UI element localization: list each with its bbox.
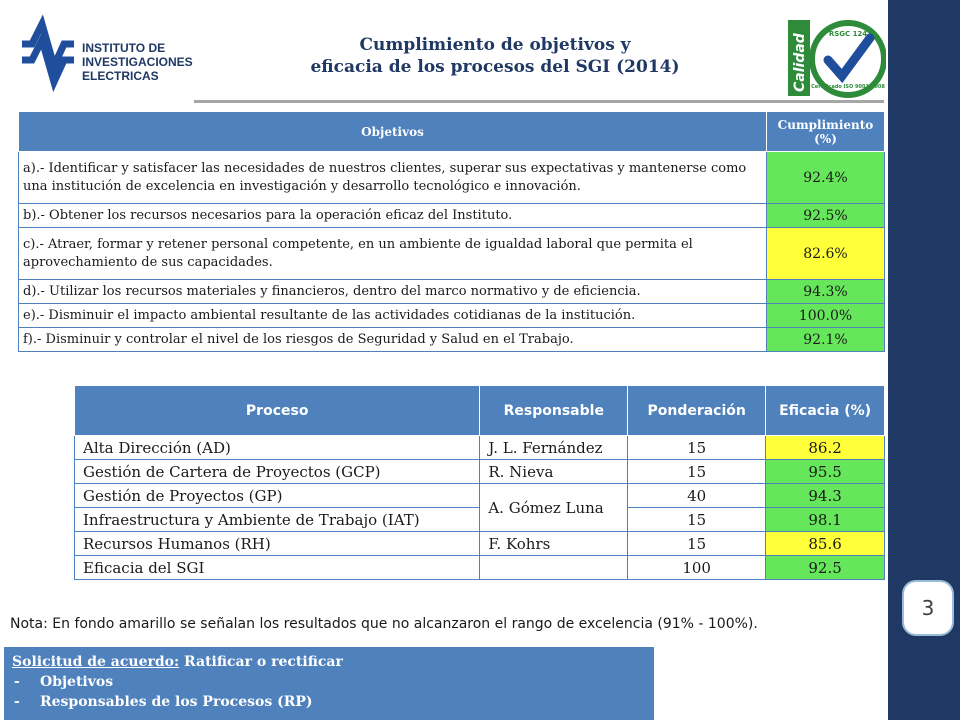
logo-text-1: INSTITUTO DE — [82, 41, 166, 55]
list-item: - Responsables de los Procesos (RP) — [12, 692, 654, 712]
col-ponderacion: Ponderación — [628, 386, 766, 436]
eficacia-cell: 92.5 — [766, 556, 885, 580]
ponderacion-cell: 15 — [628, 508, 766, 532]
request-label: Solicitud de acuerdo: — [12, 654, 180, 670]
eficacia-cell: 85.6 — [766, 532, 885, 556]
proceso-cell: Infraestructura y Ambiente de Trabajo (IAT) — [75, 508, 480, 532]
table-row — [75, 556, 885, 580]
table-row — [19, 304, 885, 328]
table-row — [75, 508, 885, 532]
cert-side-text: Calidad — [792, 33, 808, 92]
objective-text: a).- Identificar y satisfacer las necesidades de nuestros clientes, superar sus expectativas y mantenerse como una institución de excelencia en investigación y desarrollo tecnológico e innovación. — [19, 152, 767, 204]
table-row — [19, 328, 885, 352]
responsable-cell: J. L. Fernández — [480, 436, 628, 460]
cumplimiento-value: 92.4% — [767, 152, 885, 204]
title-line-2: eficacia de los procesos del SGI (2014) — [310, 57, 680, 77]
header-divider — [194, 100, 884, 103]
col-eficacia: Eficacia (%) — [766, 386, 885, 436]
ponderacion-cell: 100 — [628, 556, 766, 580]
ponderacion-cell: 15 — [628, 436, 766, 460]
responsable-cell: A. Gómez Luna — [480, 484, 628, 532]
responsable-cell: R. Nieva — [480, 460, 628, 484]
logo-text-3: ELECTRICAS — [82, 69, 159, 83]
eficacia-cell: 98.1 — [766, 508, 885, 532]
cert-top-text: RSGC 124 — [828, 30, 868, 38]
logo-text-2: INVESTIGACIONES — [82, 55, 193, 69]
objective-text: d).- Utilizar los recursos materiales y financieros, dentro del marco normativo y de eficiencia. — [19, 280, 767, 304]
col-cumplimiento: Cumplimiento (%) — [767, 112, 885, 152]
cert-bottom-text: Certificado ISO 9001:2008 — [811, 84, 885, 90]
ponderacion-cell: 15 — [628, 460, 766, 484]
table-row — [75, 484, 885, 508]
iie-logo — [8, 4, 194, 104]
responsable-cell: F. Kohrs — [480, 532, 628, 556]
proceso-cell: Gestión de Cartera de Proyectos (GCP) — [75, 460, 480, 484]
request-box — [4, 647, 654, 720]
request-heading — [12, 652, 654, 672]
table-row — [19, 228, 885, 280]
request-text: Ratificar o rectificar — [179, 654, 343, 670]
table-row — [19, 204, 885, 228]
page-number-badge — [902, 580, 954, 636]
title-line-1: Cumplimiento de objetivos y — [359, 35, 631, 55]
cumplimiento-value: 82.6% — [767, 228, 885, 280]
cumplimiento-value: 92.5% — [767, 204, 885, 228]
table-row — [75, 436, 885, 460]
col-objetivos: Objetivos — [19, 112, 767, 152]
table-row — [19, 152, 885, 204]
objective-text: e).- Disminuir el impacto ambiental resultante de las actividades cotidianas de la institución. — [19, 304, 767, 328]
col-proceso: Proceso — [75, 386, 480, 436]
eficacia-cell: 94.3 — [766, 484, 885, 508]
quality-certification-badge — [786, 16, 886, 102]
proceso-cell: Gestión de Proyectos (GP) — [75, 484, 480, 508]
objectives-table — [18, 111, 885, 352]
col-responsable: Responsable — [480, 386, 628, 436]
ponderacion-cell: 15 — [628, 532, 766, 556]
cumplimiento-value: 100.0% — [767, 304, 885, 328]
process-table — [74, 385, 885, 580]
eficacia-cell: 86.2 — [766, 436, 885, 460]
page-number: 3 — [921, 596, 935, 620]
list-item: - Objetivos — [12, 672, 654, 692]
objective-text: c).- Atraer, formar y retener personal competente, en un ambiente de igualdad laboral que permita el aprovechamiento de sus capacidades. — [19, 228, 767, 280]
cumplimiento-value: 94.3% — [767, 280, 885, 304]
table-row — [19, 280, 885, 304]
responsable-cell — [480, 556, 628, 580]
eficacia-cell: 95.5 — [766, 460, 885, 484]
request-list — [12, 672, 654, 712]
footnote: Nota: En fondo amarillo se señalan los resultados que no alcanzaron el rango de excelencia (91% - 100%). — [10, 616, 758, 632]
table-row — [75, 532, 885, 556]
proceso-cell: Eficacia del SGI — [75, 556, 480, 580]
cumplimiento-value: 92.1% — [767, 328, 885, 352]
objective-text: b).- Obtener los recursos necesarios para la operación eficaz del Instituto. — [19, 204, 767, 228]
table-row — [75, 460, 885, 484]
page-title — [260, 34, 730, 78]
ponderacion-cell: 40 — [628, 484, 766, 508]
objective-text: f).- Disminuir y controlar el nivel de los riesgos de Seguridad y Salud en el Trabajo. — [19, 328, 767, 352]
proceso-cell: Alta Dirección (AD) — [75, 436, 480, 460]
proceso-cell: Recursos Humanos (RH) — [75, 532, 480, 556]
